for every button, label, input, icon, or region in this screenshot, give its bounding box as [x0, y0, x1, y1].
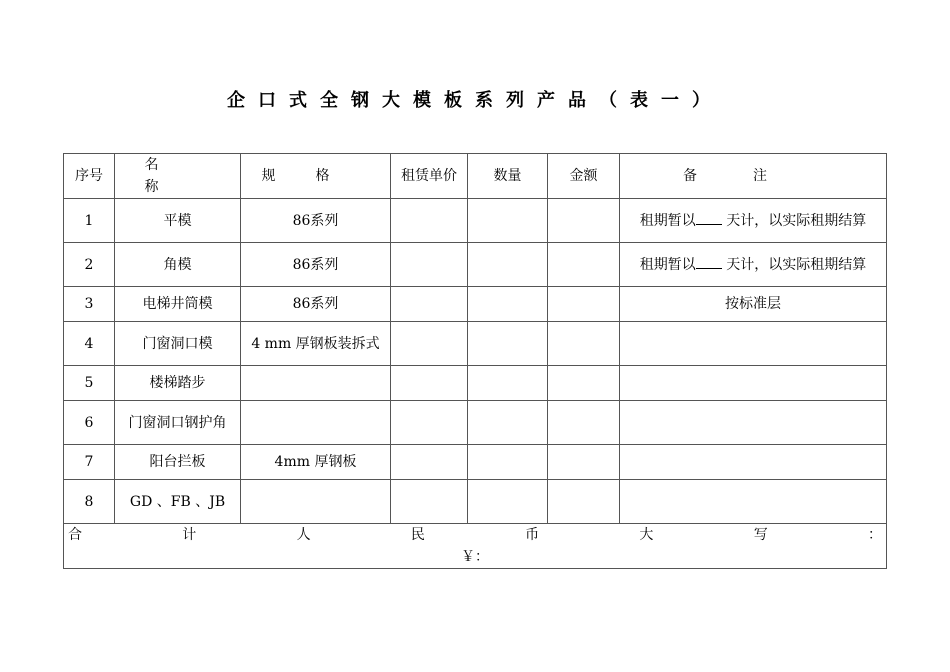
row-qty: [468, 199, 548, 243]
row-seq: 5: [64, 366, 115, 401]
row-amount: [548, 480, 620, 524]
table-row: [64, 322, 887, 366]
row-note: [620, 199, 887, 243]
row-amount: [548, 366, 620, 401]
row-name: 角模: [115, 243, 241, 287]
header-qty: 数量: [468, 154, 548, 199]
row-name: GD 、FB 、JB: [115, 480, 241, 524]
row-seq: 3: [64, 287, 115, 322]
header-note: 备注: [620, 154, 887, 199]
table-row: [64, 366, 887, 401]
table-row: [64, 401, 887, 445]
row-price: [391, 366, 468, 401]
row-price: [391, 445, 468, 480]
row-qty: [468, 480, 548, 524]
row-qty: [468, 401, 548, 445]
note-prefix: 租期暂以: [639, 256, 696, 273]
row-seq: 2: [64, 243, 115, 287]
row-amount: [548, 287, 620, 322]
row-amount: [548, 322, 620, 366]
row-note: [620, 401, 887, 445]
row-name: 阳台拦板: [115, 445, 241, 480]
row-note: [620, 366, 887, 401]
row-note: [620, 480, 887, 524]
row-price: [391, 199, 468, 243]
row-qty: [468, 366, 548, 401]
row-name: 楼梯踏步: [115, 366, 241, 401]
total-char: 币: [525, 527, 540, 543]
page-title: 企口式全钢大模板系列产品（表一）: [227, 90, 723, 111]
row-qty: [468, 243, 548, 287]
note-prefix: 租期暂以: [639, 212, 696, 229]
total-char: 写: [753, 527, 768, 543]
row-name: 平模: [115, 199, 241, 243]
total-currency: ￥：: [461, 549, 489, 565]
row-seq: 6: [64, 401, 115, 445]
total-char: 人: [296, 527, 311, 543]
row-name: 门窗洞口模: [115, 322, 241, 366]
table-row: [64, 199, 887, 243]
header-name: 名称: [115, 154, 241, 199]
total-row: [64, 524, 887, 569]
header-spec: 规格: [241, 154, 391, 199]
row-amount: [548, 243, 620, 287]
row-spec: 86系列: [241, 243, 391, 287]
row-spec: 86系列: [241, 199, 391, 243]
row-price: [391, 322, 468, 366]
total-char: 民: [410, 527, 425, 543]
table-row: [64, 445, 887, 480]
total-char: 计: [182, 527, 197, 543]
row-spec: [241, 401, 391, 445]
table-row: [64, 480, 887, 524]
table-row: [64, 287, 887, 322]
row-note: [620, 243, 887, 287]
total-char: 大: [639, 527, 654, 543]
total-char: 合: [68, 527, 82, 543]
note-suffix: 天计，以实际租期结算: [726, 212, 867, 229]
row-seq: 1: [64, 199, 115, 243]
row-qty: [468, 322, 548, 366]
row-seq: 4: [64, 322, 115, 366]
row-note: [620, 322, 887, 366]
table-row: [64, 243, 887, 287]
note-blank: [696, 210, 722, 225]
header-amount: 金额: [548, 154, 620, 199]
row-price: [391, 401, 468, 445]
row-spec: [241, 366, 391, 401]
row-spec: 4 mm 厚钢板装拆式: [241, 322, 391, 366]
row-seq: 8: [64, 480, 115, 524]
row-spec: 4mm 厚钢板: [241, 445, 391, 480]
row-spec: [241, 480, 391, 524]
row-price: [391, 287, 468, 322]
row-amount: [548, 445, 620, 480]
row-note: [620, 445, 887, 480]
row-spec: 86系列: [241, 287, 391, 322]
total-label: [68, 524, 882, 546]
table-header-row: [64, 154, 887, 199]
row-price: [391, 480, 468, 524]
row-price: [391, 243, 468, 287]
header-price: 租赁单价: [391, 154, 468, 199]
row-name: 门窗洞口钢护角: [115, 401, 241, 445]
total-char: ：: [867, 527, 882, 543]
row-name: 电梯井筒模: [115, 287, 241, 322]
header-seq: 序号: [64, 154, 115, 199]
row-qty: [468, 445, 548, 480]
note-blank: [696, 254, 722, 269]
note-suffix: 天计，以实际租期结算: [726, 256, 867, 273]
row-amount: [548, 199, 620, 243]
row-seq: 7: [64, 445, 115, 480]
product-table: [63, 153, 887, 569]
total-cell: [64, 524, 887, 569]
row-note: 按标准层: [620, 287, 887, 322]
row-amount: [548, 401, 620, 445]
row-qty: [468, 287, 548, 322]
